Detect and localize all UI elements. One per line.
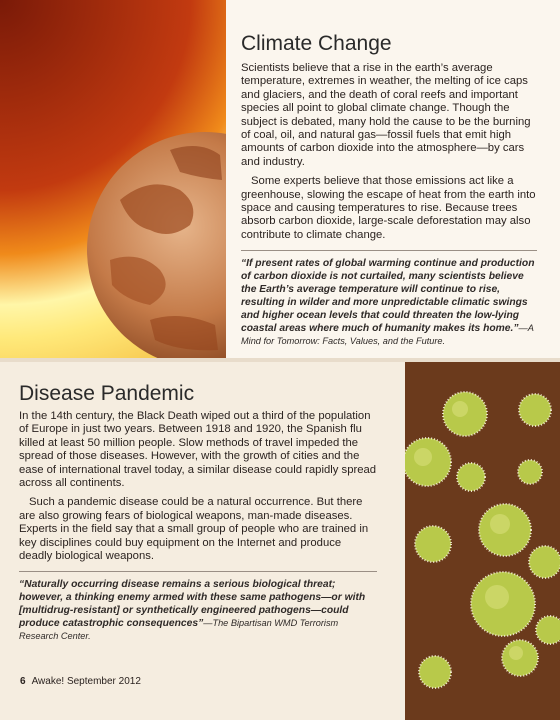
climate-text-column — [241, 32, 537, 348]
earth-illustration — [0, 0, 226, 358]
pandemic-heading: Disease Pandemic — [19, 382, 195, 405]
pandemic-paragraph-2: Such a pandemic disease could be a natural occurrence. But there are also growing fears of biological weapons, man-made diseases. Experts in the field say that a small group of people who are trained in key disciplines could buy equipment on the Internet and produce deadly biological weapons. — [19, 496, 369, 563]
pandemic-paragraph-1: In the 14th century, the Black Death wiped out a third of the population of Europe in just two years. Between 1918 and 1920, the Spanish flu killed at least 50 million people. Slow methods of travel impeded the spread of those diseases. However, with the growth of cities and the ease of international travel today, a similar disease could rapidly spread across all continents. — [19, 410, 377, 490]
pandemic-quote — [19, 578, 377, 643]
publication-name: Awake! September 2012 — [31, 676, 141, 687]
climate-heading: Climate Change — [241, 32, 392, 55]
virus-illustration — [405, 362, 560, 720]
pandemic-text-column — [19, 382, 377, 643]
climate-quote — [241, 257, 537, 348]
virus-cells-icon — [405, 362, 560, 720]
page-number: 6 — [20, 676, 26, 687]
pandemic-quote-divider — [19, 571, 377, 572]
pandemic-quote-text: “Naturally occurring disease remains a serious biological threat; however, a thinking enemy armed with these same pathogens—or with [multidrug-resistant] or synthetically engineered pathogens—could produce catastrophic consequences” — [19, 579, 366, 630]
climate-paragraph-2: Some experts believe that those emissions act like a greenhouse, slowing the escape of heat from the earth into space and causing temperatures to rise. Because trees absorb carbon dioxide, large-scale deforestation may also contribute to climate change. — [241, 175, 536, 241]
climate-quote-text: “If present rates of global warming continue and production of carbon dioxide is not curtailed, many scientists believe the Earth’s average temperature will continue to rise, resulting in wilder and more unpredictable climatic swings and higher ocean levels that could threaten the low-lying coastal areas where much of humanity makes its home.” — [241, 258, 535, 335]
climate-quote-divider — [241, 250, 537, 251]
climate-section — [0, 0, 560, 358]
climate-quote-source: —A Mind for Tomorrow: Facts, Values, and the Future. — [241, 323, 534, 347]
climate-paragraph-1: Scientists believe that a rise in the earth’s average temperature, extremes in weather, the melting of ice caps and glaciers, and the death of coral reefs and important species all point to global climate change. Though the subject is debated, many hold the cause to be the burning of coal, oil, and natural gas—fossil fuels that emit high amounts of carbon dioxide into the atmosphere—by cars and industry. — [241, 62, 531, 168]
page-footer — [20, 676, 141, 687]
earth-globe-icon — [0, 0, 226, 358]
pandemic-quote-source: —The Bipartisan WMD Terrorism Research Center. — [19, 618, 339, 642]
